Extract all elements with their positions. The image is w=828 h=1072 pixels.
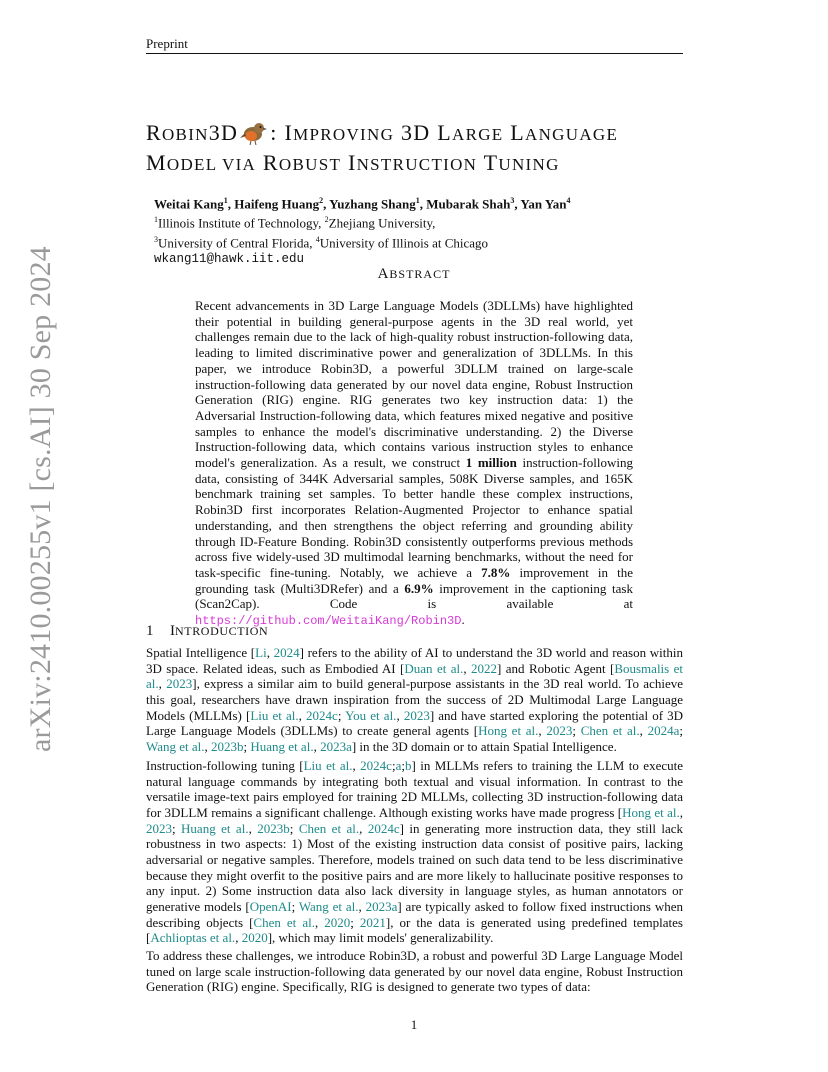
paragraph-text: , (204, 738, 212, 754)
paragraph-text: , (396, 707, 404, 723)
citation-link[interactable]: 2023a (320, 738, 352, 754)
citation-link[interactable]: Wang et al. (298, 898, 359, 914)
title-part: OBIN (161, 125, 209, 144)
citation-link[interactable]: Hong et al. (478, 723, 539, 739)
paragraph-text: ], or the data is generated using predefined templates [ (146, 914, 683, 946)
paragraph-text: ; (391, 758, 396, 773)
title-part: OBUST (278, 155, 342, 174)
paragraph-text: ] and Robotic Agent [ (497, 660, 615, 676)
title-part: ODEL VIA (166, 155, 257, 174)
citation-link[interactable]: 2023 (146, 820, 172, 836)
citation-link[interactable]: 2023b (211, 738, 244, 754)
paragraph-text: ], which may limit models' generalizability. (267, 930, 494, 946)
paragraph-text: ; (337, 707, 346, 723)
citation-link[interactable]: Chen et al. (253, 914, 315, 930)
title-part: I (341, 150, 357, 175)
affiliation-mark: 4 (315, 234, 320, 244)
affiliation: Illinois Institute of Technology, (158, 215, 325, 231)
affiliation-mark: 1 (223, 196, 228, 205)
paragraph-text: , (266, 645, 274, 660)
citation-link[interactable]: Hong et al. (622, 804, 680, 820)
abstract-emphasis: 1 million (465, 455, 517, 471)
section-number: 1 (146, 623, 154, 639)
paragraph-text: ; (289, 820, 299, 836)
paragraph-text: , (313, 738, 321, 754)
paragraph-text: ; (172, 820, 182, 836)
abstract-span: . (461, 612, 465, 628)
page-number: 1 (410, 1017, 418, 1032)
author-name: , Yuzhang Shang (323, 196, 416, 212)
abstract-emphasis: 6.9% (404, 580, 434, 596)
citation-link[interactable]: 2023 (403, 707, 430, 723)
affiliation-line (154, 212, 684, 231)
citation-link[interactable]: Duan et al. (404, 660, 464, 676)
citation-link[interactable]: Huang et al. (181, 820, 249, 836)
paragraph-text: , (538, 723, 547, 739)
robin-bird-icon (239, 117, 269, 147)
affiliation-mark: 3 (154, 234, 158, 244)
citation-link[interactable]: 2023 (166, 676, 193, 692)
affiliation-mark: 1 (415, 196, 420, 205)
paragraph-text: , (639, 723, 648, 739)
heading-part: A (377, 266, 390, 282)
citation-link[interactable]: 2022 (471, 660, 498, 676)
affiliation-mark: 2 (324, 215, 329, 225)
abstract-span: Recent advancements in 3D Large Language Models (3DLLMs) have highlighted their potential in building general-purpose agents in the 3D real world, yet challenges remain due to the lack of high-quality robust instruction-following data, leading to limited discriminative power and generalization of 3DLLMs. In this paper, we introduce Robin3D, a powerful 3DLLM trained on large-scale instruction-following data generated by our novel data engine, Robust Instruction Generation (RIG) engine. RIG generates two key instruction data: 1) the Adversarial Instruction-following data, which features mixed negative and positive samples to enhance the model's discriminative understanding. 2) the Diverse Instruction-following data, which contains various instruction styles to enhance model's generalization. As a result, we construct (195, 298, 633, 471)
intro-paragraph-3 (146, 948, 683, 995)
affiliation-mark: 1 (154, 215, 158, 225)
title-part: R (146, 120, 162, 145)
paragraph-text: ; (291, 898, 299, 914)
citation-link[interactable]: a (395, 758, 402, 773)
citation-link[interactable]: 2024 (273, 645, 300, 660)
title-part: ARGE (452, 125, 504, 144)
citation-link[interactable]: Liu et al. (303, 758, 353, 773)
title-line-1 (146, 117, 691, 149)
citation-link[interactable]: Chen et al. (298, 820, 360, 836)
author-block (154, 193, 684, 267)
paragraph-text: ] refers to the ability of AI to understand the 3D world and reason within 3D space. Related ideas, such as Embodied AI [ (146, 645, 684, 676)
title-part: M (146, 150, 167, 175)
paragraph-text: , (298, 707, 307, 723)
author-name: , Mubarak Shah (419, 196, 511, 212)
citation-link[interactable]: Liu et al. (250, 707, 299, 723)
paragraph-text: ] in the 3D domain or to attain Spatial Intelligence. (351, 738, 617, 754)
abstract-span: improvement in the grounding task (Multi3DRefer) and a (195, 564, 633, 596)
author-name: , Haifeng Huang (227, 196, 320, 212)
title-part: 3D (208, 120, 239, 145)
title-part: L (503, 120, 526, 145)
title-part: T (477, 150, 499, 175)
title-part: UNING (498, 155, 560, 174)
paragraph-text: ] in MLLMs refers to training the LLM to execute natural language commands by integrating both textual and visual information. In contrast to the versatile image-text pairs employed for training 2D MLLMs, collecting 3D instruction-following data for 3DLLM remains a significant challenge. Although existing works have made progress [ (146, 758, 683, 820)
citation-link[interactable]: Achlioptas et al. (150, 930, 236, 946)
author-name: , Yan Yan (514, 196, 567, 212)
intro-paragraph-1 (146, 645, 683, 755)
code-repo-link[interactable]: https://github.com/WeitaiKang/Robin3D (195, 614, 462, 629)
affiliation: Zhejiang University, (328, 215, 436, 231)
heading-part: I (170, 623, 175, 639)
abstract-span: improvement in the captioning task (Scan2Cap). Code is available at (195, 580, 633, 612)
paragraph-text: ] are typically asked to follow fixed instructions when describing objects [ (146, 898, 683, 930)
author-email[interactable]: wkang11@hawk.iit.edu (154, 251, 305, 266)
heading-part: NTRODUCTION (175, 624, 269, 638)
arxiv-identifier: arXiv:2410.00255v1 [cs.AI] 30 Sep 2024 (24, 246, 57, 752)
citation-link[interactable]: 2023a (365, 898, 398, 914)
citation-link[interactable]: 2024c (360, 758, 392, 773)
paragraph-text: ; (350, 914, 360, 930)
paragraph-text: ] in generating more instruction data, they still lack robustness in two aspects: 1) Most of the existing instruction data consist of positive pairs, lacking adversarial or negative samples. Therefore, models trained on such data tend to be less discriminative because they might overfit to the positive pairs and are more likely to hallucinate positive responses to any input. 2) Some instruction data also lack diversity in language styles, as human annotators or generative models [ (146, 820, 684, 914)
citation-link[interactable]: You et al. (345, 707, 397, 723)
paragraph-text: , (679, 804, 683, 820)
paragraph-text: , (352, 758, 361, 773)
paragraph-text: , (359, 820, 368, 836)
paragraph-text: , (358, 898, 366, 914)
paragraph-text: ; (401, 758, 405, 773)
title-part: R (256, 150, 279, 175)
section-heading-introduction (146, 623, 268, 640)
author-name: Weitai Kang (154, 196, 224, 212)
paper-title (146, 117, 691, 179)
paragraph-text: ; (679, 723, 684, 739)
citation-link[interactable]: 2023b (257, 820, 290, 836)
abstract-span: instruction-following data, consisting of 344K Adversarial samples, 508K Diverse samples, and 165K benchmark training set samples. To better handle these complex instructions, Robin3D first incorporates Relation-Augmented Projector to enhance spatial understanding, and then strengthens the object referring and grounding ability through ID-Feature Bonding. Robin3D consistently outperforms previous methods across five widely-used 3D multimodal learning benchmarks, without the need for task-specific fine-tuning. Notably, we achieve a (195, 455, 633, 580)
affiliation-mark: 3 (510, 196, 515, 205)
header-rule (146, 53, 683, 54)
citation-link[interactable]: 2021 (359, 914, 386, 930)
title-line-2 (146, 149, 691, 179)
citation-link[interactable]: 2020 (324, 914, 351, 930)
affiliation-line (154, 232, 684, 251)
paragraph-text: , (248, 820, 258, 836)
citation-link[interactable]: b (404, 758, 412, 773)
citation-link[interactable]: Bousmalis et al. (146, 660, 684, 692)
citation-link[interactable]: OpenAI (249, 898, 292, 914)
paragraph-text: ; (243, 738, 251, 754)
citation-link[interactable]: 2020 (241, 930, 268, 946)
running-header: Preprint (146, 36, 188, 51)
affiliation-mark: 2 (319, 196, 324, 205)
title-part: MPROVING (293, 125, 395, 144)
paragraph-text: Spatial Intelligence [ (146, 645, 256, 660)
citation-link[interactable]: Huang et al. (250, 738, 314, 754)
title-part: : I (270, 120, 294, 145)
paragraph-text: ] and have started exploring the potential of 3D Large Language Models (3DLLMs) to create general agents [ (146, 707, 684, 739)
citation-link[interactable]: 2024a (647, 723, 680, 739)
title-part: ANGUAGE (525, 125, 619, 144)
citation-link[interactable]: 2024c (367, 820, 400, 836)
intro-paragraph-2 (146, 758, 683, 946)
abstract-emphasis: 7.8% (481, 564, 511, 580)
paragraph-text: Instruction-following tuning [ (146, 758, 304, 773)
citation-link[interactable]: Chen et al. (580, 723, 640, 739)
abstract-text (195, 298, 633, 630)
title-part: NSTRUCTION (356, 155, 478, 174)
citation-link[interactable]: 2024c (306, 707, 338, 723)
paragraph-text: , (235, 930, 242, 946)
paragraph-text: , (463, 660, 472, 676)
paragraph-text: , (158, 676, 167, 692)
author-names (154, 193, 684, 212)
paragraph-text: To address these challenges, we introduce Robin3D, a robust and powerful 3D Large Language Model tuned on large scale instruction-following data generated by our novel data engine, Robust Instruction Generation (RIG) engine. Specifically, RIG is designed to generate two types of data: (146, 948, 683, 995)
title-part: 3D L (394, 120, 452, 145)
affiliation: University of Illinois at Chicago (319, 234, 489, 250)
citation-link[interactable]: Wang et al. (146, 738, 205, 754)
citation-link[interactable]: 2023 (546, 723, 573, 739)
affiliation: University of Central Florida, (158, 234, 316, 250)
paragraph-text: ], express a similar aim to build general-purpose assistants in the 3D real world. To achieve this goal, researchers have drawn inspiration from the success of 2D Multimodal Large Language Models (MLLMs) [ (146, 676, 684, 723)
heading-part: BSTRACT (389, 267, 451, 281)
paragraph-text: , (314, 914, 325, 930)
abstract-heading (0, 266, 828, 283)
affiliation-mark: 4 (566, 196, 571, 205)
paragraph-text: ; (572, 723, 581, 739)
citation-link[interactable]: Li (255, 645, 267, 660)
